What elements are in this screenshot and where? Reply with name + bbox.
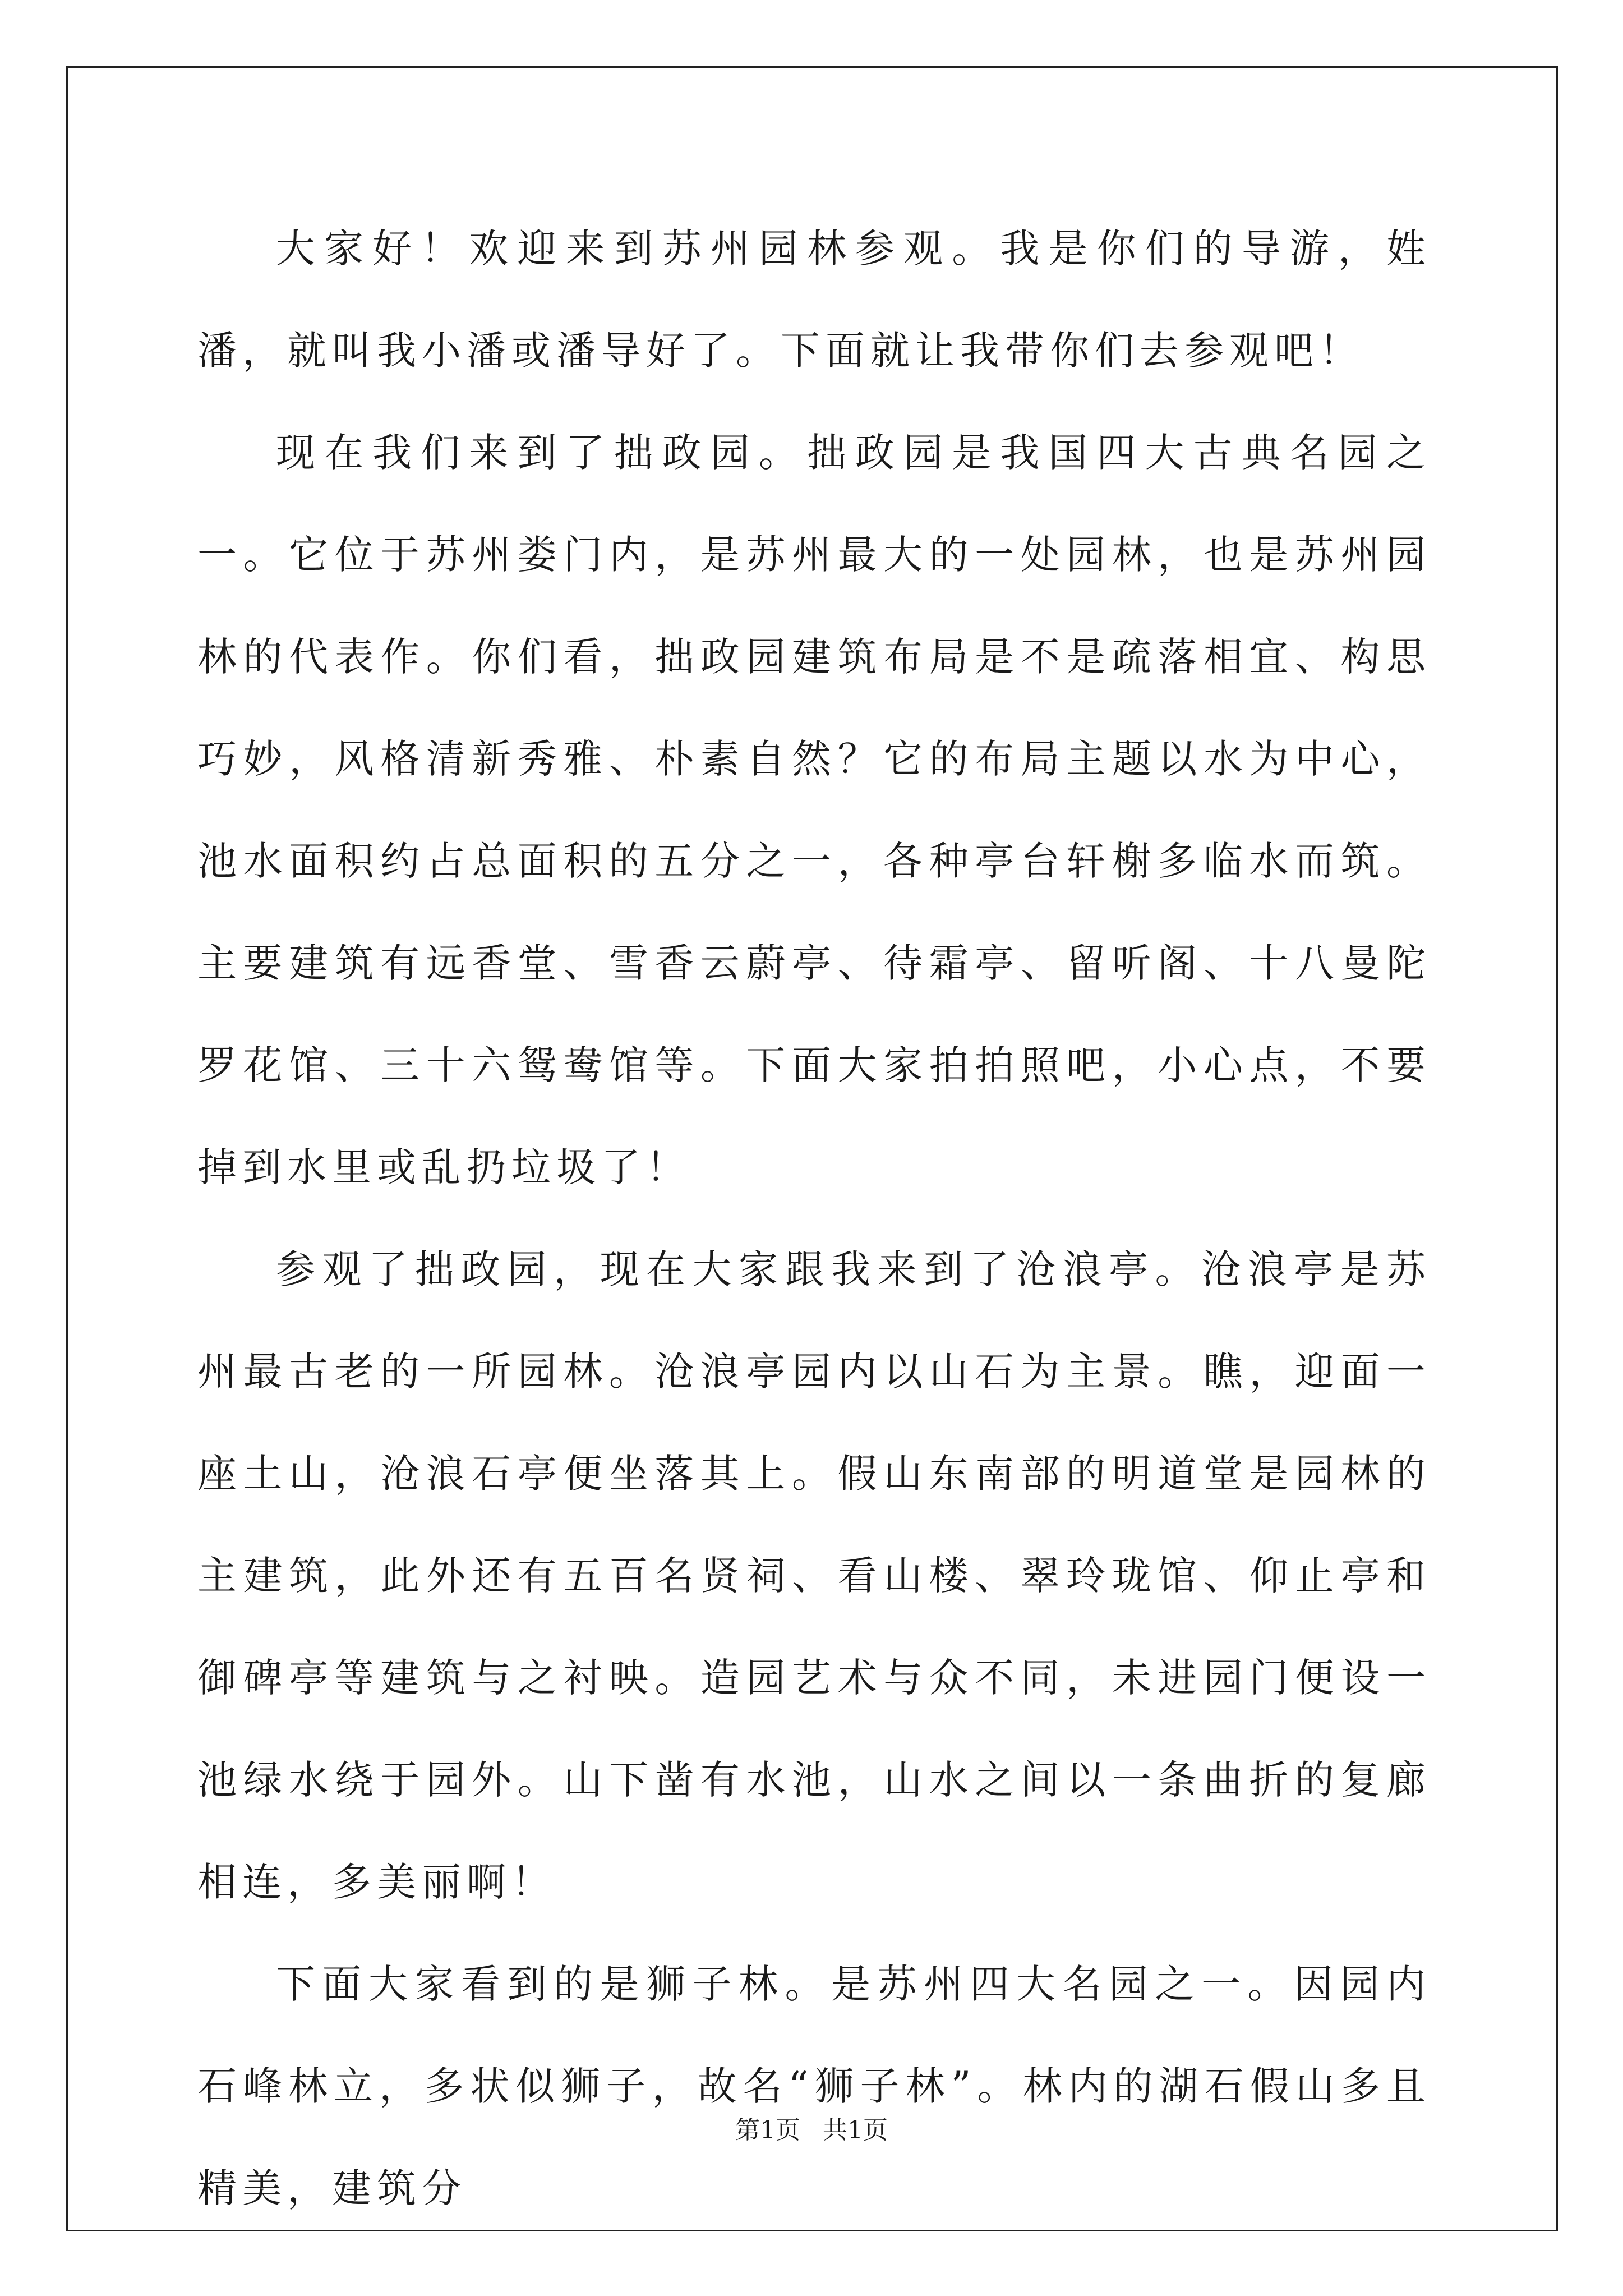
document-body [197, 197, 1431, 2239]
paragraph-lion-grove: 下面大家看到的是狮子林。是苏州四大名园之一。因园内石峰林立，多状似狮子，故名“狮子林”。林内的湖石假山多且精美，建筑分 [197, 1961, 1431, 2211]
page-footer [0, 2114, 1623, 2147]
paragraph-greeting: 大家好！欢迎来到苏州园林参观。我是你们的导游，姓潘，就叫我小潘或潘导好了。下面就让我带你们去参观吧！ [197, 226, 1431, 374]
paragraph-zhuozheng-garden: 现在我们来到了拙政园。拙政园是我国四大古典名园之一。它位于苏州娄门内，是苏州最大的一处园林，也是苏州园林的代表作。你们看，拙政园建筑布局是不是疏落相宜、构思巧妙，风格清新秀雅、朴素自然？它的布局主题以水为中心，池水面积约占总面积的五分之一，各种亭台轩榭多临水而筑。主要建筑有远香堂、雪香云蔚亭、待霜亭、留听阁、十八曼陀罗花馆、三十六鸳鸯馆等。下面大家拍拍照吧，小心点，不要掉到水里或乱扔垃圾了！ [197, 430, 1431, 1190]
page-number: 第1页 [735, 2116, 800, 2145]
page-total: 共1页 [823, 2116, 888, 2145]
paragraph-canglang-pavilion: 参观了拙政园，现在大家跟我来到了沧浪亭。沧浪亭是苏州最古老的一所园林。沧浪亭园内以山石为主景。瞧，迎面一座土山，沧浪石亭便坐落其上。假山东南部的明道堂是园林的主建筑，此外还有五百名贤祠、看山楼、翠玲珑馆、仰止亭和御碑亭等建筑与之衬映。造园艺术与众不同，未进园门便设一池绿水绕于园外。山下凿有水池，山水之间以一条曲折的复廊相连，多美丽啊！ [197, 1246, 1431, 1905]
